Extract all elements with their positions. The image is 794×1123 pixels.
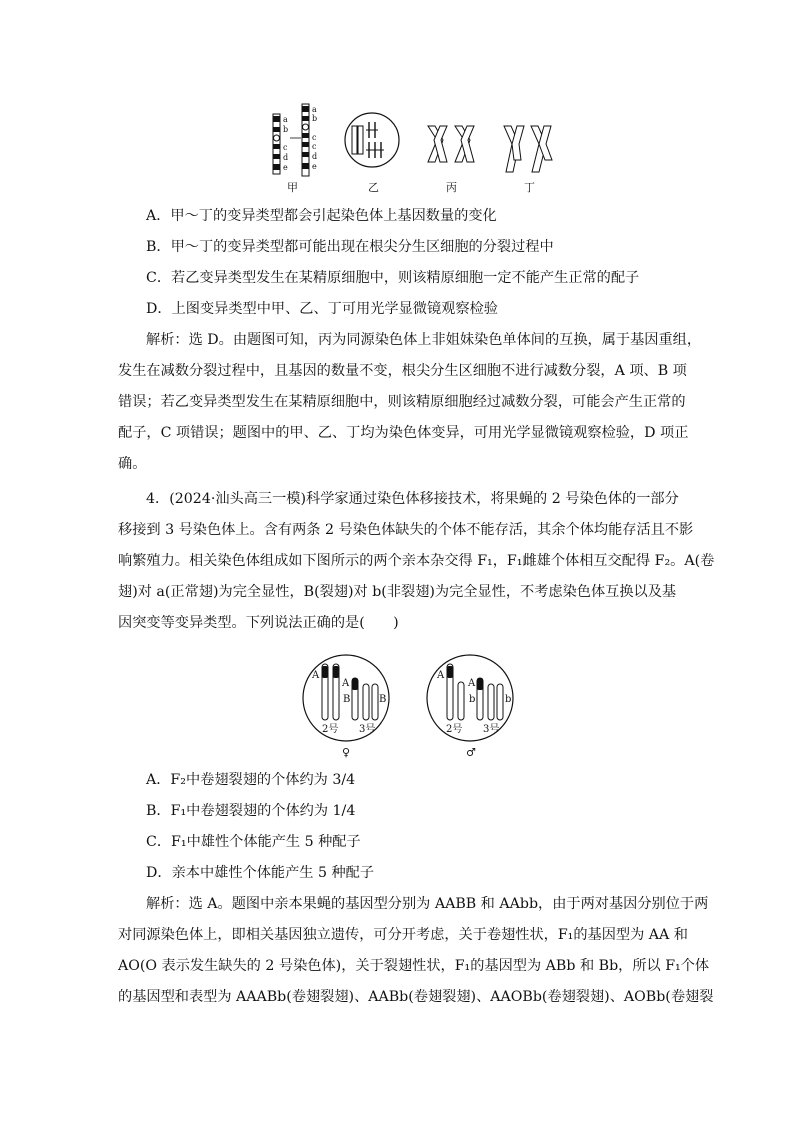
parent-chromosome-figure: [298, 652, 516, 760]
q4-analysis-line: 的基因型和表型为 AAABb(卷翅裂翅)、AABb(卷翅裂翅)、AAOBb(卷翅裂翅)、AOBb(卷翅裂: [118, 989, 714, 1005]
female-chromosome-3-label: 3号: [359, 724, 376, 735]
gene-label: d: [312, 152, 318, 161]
ding-translocation-diagram: [504, 126, 552, 172]
q3-option-d: D．上图变异类型中甲、乙、丁可用光学显微镜观察检验: [146, 301, 498, 317]
q3-option-a: A．甲～丁的变异类型都会引起染色体上基因数量的变化: [146, 208, 497, 224]
male-chromosome-3-label: 3号: [483, 724, 500, 735]
gene-label: b: [283, 125, 289, 134]
figure-label-yi: 乙: [368, 181, 379, 194]
q4-analysis-line: 解析：选 A。题图中亲本果蝇的基因型分别为 AABB 和 AAbb，由于两对基因分别位于两: [146, 896, 709, 912]
q4-option-c: C．F₁中雄性个体能产生 5 种配子: [146, 834, 361, 850]
gene-label: c: [283, 143, 288, 152]
gene-label: c: [312, 142, 317, 151]
q3-option-b: B．甲～丁的变异类型都可能出现在根尖分生区细胞的分裂过程中: [146, 239, 554, 255]
male-gene-A1: A: [437, 670, 445, 681]
figure-label-bing: 丙: [446, 181, 457, 194]
female-gene-A1: A: [312, 670, 320, 681]
q3-analysis-line: 解析：选 D。由题图可知，丙为同源染色体上非姐妹染色单体间的互换，属于基因重组，: [146, 332, 702, 348]
q4-option-b: B．F₁中卷翅裂翅的个体约为 1/4: [146, 803, 356, 819]
chromosome-variation-figure: [265, 100, 565, 196]
figure-label-jia: 甲: [287, 181, 298, 194]
male-gene-A2: A: [468, 678, 476, 689]
q3-analysis-line: 配子，C 项错误；题图中的甲、乙、丁均为染色体变异，可用光学显微镜观察检验，D 项正: [118, 425, 689, 441]
female-gene-B2: B: [379, 694, 387, 705]
gene-label: e: [312, 162, 317, 171]
q4-analysis-line: 对同源染色体上，即相关基因独立遗传，可分开考虑，关于卷翅性状，F₁的基因型为 AA 和: [118, 927, 688, 943]
q4-stem-line: 移接到 3 号染色体上。含有两条 2 号染色体缺失的个体不能存活，其余个体均能存活且不影: [118, 522, 694, 538]
q4-stem-line: 4．(2024·汕头高三一模)科学家通过染色体移接技术，将果蝇的 2 号染色体的一部分: [146, 491, 679, 507]
male-symbol: ♂: [466, 746, 476, 759]
male-gene-b1: b: [469, 694, 476, 705]
q4-stem-line: 翅)对 a(正常翅)为完全显性，B(裂翅)对 b(非裂翅)为完全显性，不考虑染色体互换以及基: [118, 584, 677, 600]
gene-label: a: [283, 115, 288, 124]
figure-label-ding: 丁: [524, 181, 535, 194]
q3-option-c: C．若乙变异类型发生在某精原细胞中，则该精原细胞一定不能产生正常的配子: [146, 270, 640, 286]
q4-stem-line: 响繁殖力。相关染色体组成如下图所示的两个亲本杂交得 F₁，F₁雌雄个体相互交配得 F₂。A(卷: [118, 553, 715, 569]
male-gene-b2: b: [505, 694, 512, 705]
q3-analysis-line: 确。: [118, 456, 147, 472]
bing-crossover-diagram: [428, 126, 474, 162]
jia-right-chromosome: [302, 104, 309, 176]
q3-analysis-line: 发生在减数分裂过程中，且基因的数量不变，根尖分生区细胞不进行减数分裂，A 项、B 项: [118, 363, 687, 379]
gene-label: d: [283, 153, 289, 162]
female-chromosome-2-label: 2号: [322, 724, 339, 735]
gene-label: c: [312, 133, 317, 142]
gene-label: e: [283, 163, 288, 172]
gene-label: a: [312, 105, 317, 114]
gene-label: b: [312, 114, 318, 123]
q3-analysis-line: 错误；若乙变异类型发生在某精原细胞中，则该精原细胞经过减数分裂，可能会产生正常的: [118, 394, 686, 410]
female-gene-B1: B: [343, 694, 351, 705]
q4-stem-line: 因突变等变异类型。下列说法正确的是( ): [118, 615, 399, 631]
female-gene-A2: A: [342, 678, 350, 689]
male-chromosome-2-label: 2号: [446, 724, 463, 735]
female-symbol: ♀: [342, 746, 351, 759]
jia-left-chromosome: [273, 114, 280, 174]
q4-option-a: A．F₂中卷翅裂翅的个体约为 3/4: [146, 772, 356, 788]
q4-analysis-line: AO(O 表示发生缺失的 2 号染色体)，关于裂翅性状，F₁的基因型为 ABb 和 Bb，所以 F₁个体: [118, 958, 710, 974]
yi-cell-diagram: [345, 113, 399, 167]
q4-option-d: D．亲本中雄性个体能产生 5 种配子: [146, 865, 375, 881]
